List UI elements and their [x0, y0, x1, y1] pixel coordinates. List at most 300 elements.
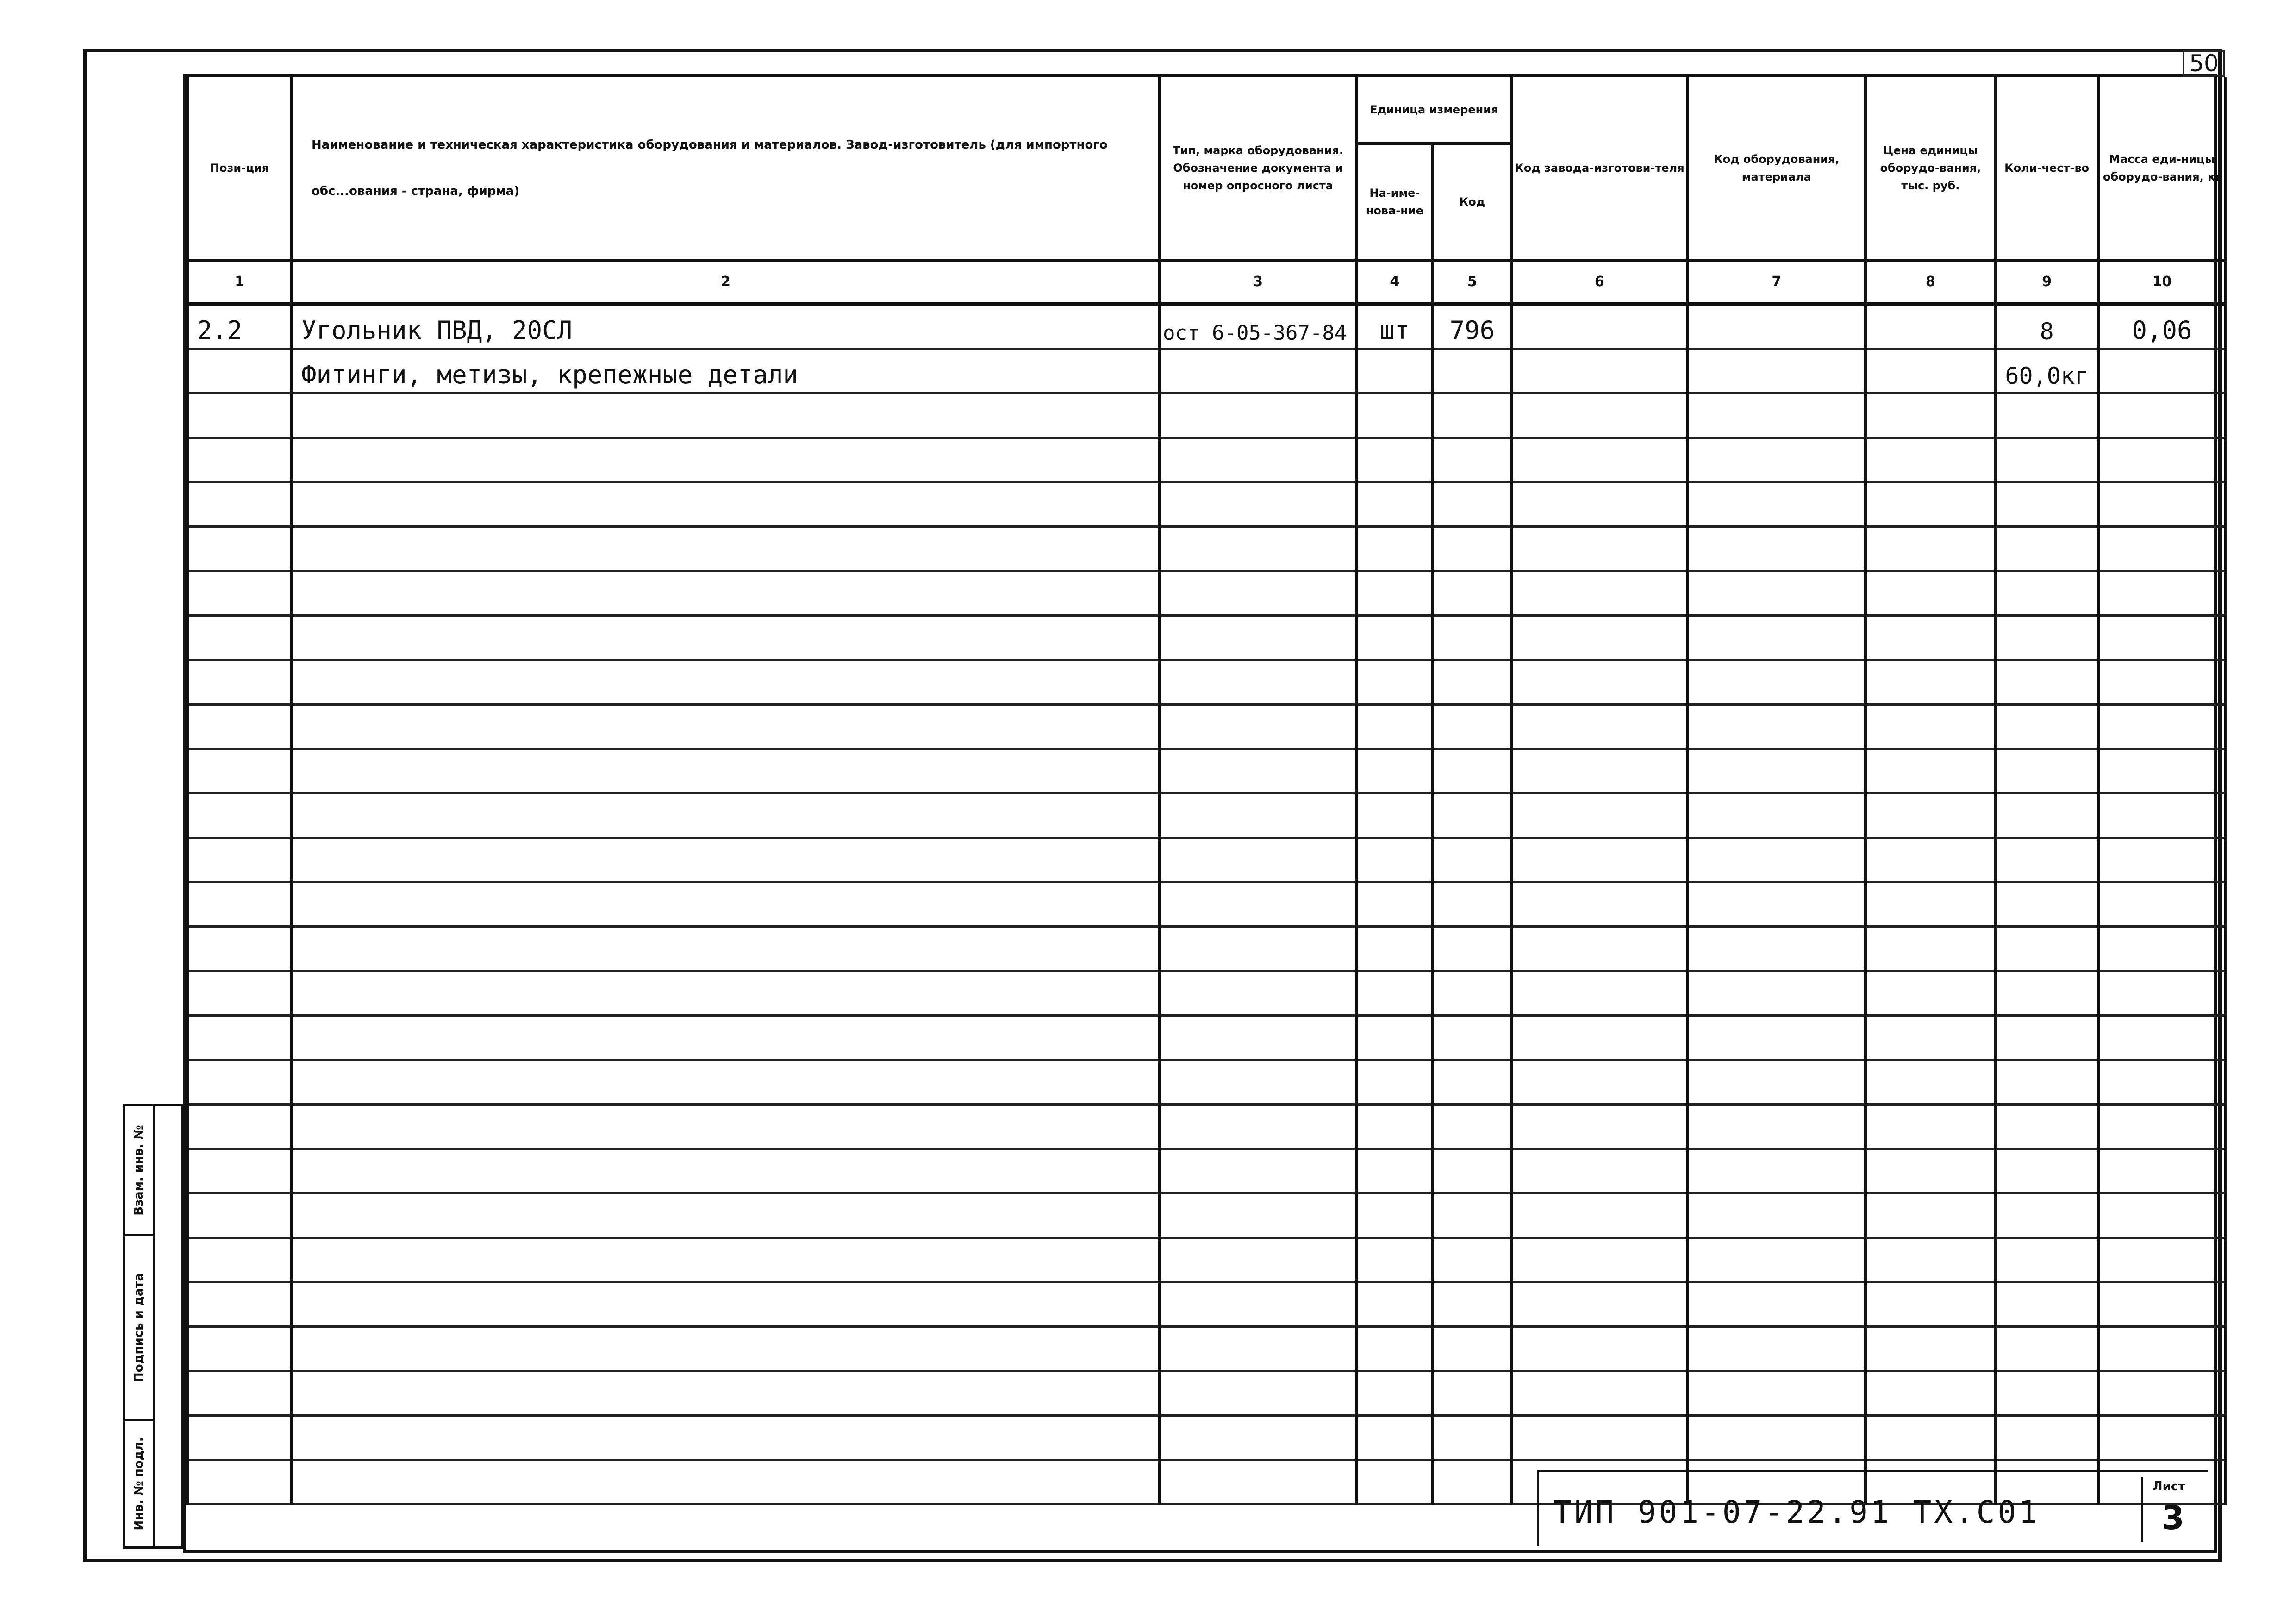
- side-cell-inventory: Инв. № подл.: [132, 1437, 146, 1530]
- empty-cell: [1433, 1060, 1511, 1105]
- empty-cell: [1687, 438, 1866, 482]
- empty-cell: [1995, 438, 2098, 482]
- empty-cell: [292, 749, 1160, 793]
- empty-cell: [1433, 1460, 1511, 1505]
- column-number: 3: [1160, 260, 1356, 304]
- empty-cell: [292, 1060, 1160, 1105]
- empty-cell: [1356, 1460, 1433, 1505]
- empty-cell: [1433, 616, 1511, 660]
- empty-cell: [187, 660, 292, 705]
- empty-cell: [1995, 1371, 2098, 1416]
- empty-cell: [187, 1238, 292, 1282]
- empty-cell: [1511, 482, 1687, 527]
- empty-cell: [1995, 971, 2098, 1016]
- empty-cell: [1995, 1016, 2098, 1060]
- header-price: Цена единицы оборудо-вания, тыс. руб.: [1866, 77, 1995, 260]
- empty-cell: [187, 1105, 292, 1149]
- empty-cell: [292, 1282, 1160, 1327]
- empty-cell: [1511, 1060, 1687, 1105]
- empty-cell: [1433, 1282, 1511, 1327]
- table-row: [187, 438, 2226, 482]
- empty-cell: [187, 394, 292, 438]
- empty-cell: [1356, 1149, 1433, 1193]
- empty-cell: [1160, 882, 1356, 927]
- empty-cell: [1866, 1282, 1995, 1327]
- empty-cell: [1356, 1371, 1433, 1416]
- empty-cell: [1995, 1060, 2098, 1105]
- empty-cell: [1687, 1416, 1866, 1460]
- empty-cell: [187, 1282, 292, 1327]
- empty-cell: [292, 1416, 1160, 1460]
- cell-unit-code: [1433, 349, 1511, 394]
- empty-cell: [1160, 660, 1356, 705]
- table-row: [187, 882, 2226, 927]
- empty-cell: [292, 1193, 1160, 1238]
- empty-cell: [1866, 793, 1995, 838]
- empty-cell: [1866, 1238, 1995, 1282]
- empty-cell: [1160, 927, 1356, 971]
- empty-cell: [187, 705, 292, 749]
- empty-cell: [1511, 793, 1687, 838]
- header-mass: Масса еди-ницы оборудо-вания, кг: [2098, 77, 2226, 260]
- empty-cell: [2098, 1327, 2226, 1371]
- empty-cell: [2098, 438, 2226, 482]
- empty-cell: [2098, 1371, 2226, 1416]
- empty-cell: [1866, 1016, 1995, 1060]
- empty-cell: [1687, 482, 1866, 527]
- empty-cell: [1433, 394, 1511, 438]
- empty-cell: [187, 482, 292, 527]
- empty-cell: [1433, 571, 1511, 616]
- empty-cell: [2098, 394, 2226, 438]
- empty-cell: [1356, 1327, 1433, 1371]
- empty-cell: [1511, 1282, 1687, 1327]
- empty-cell: [1356, 749, 1433, 793]
- empty-cell: [1687, 838, 1866, 882]
- empty-cell: [1687, 660, 1866, 705]
- empty-cell: [292, 793, 1160, 838]
- empty-cell: [1160, 1327, 1356, 1371]
- column-number: 4: [1356, 260, 1433, 304]
- empty-cell: [187, 1460, 292, 1505]
- empty-cell: [1356, 394, 1433, 438]
- empty-cell: [1511, 1327, 1687, 1371]
- header-unit-name: На-име-нова-ние: [1356, 144, 1433, 260]
- cell-equipment-code: [1687, 304, 1866, 349]
- table-row: [187, 1282, 2226, 1327]
- empty-cell: [1866, 1416, 1995, 1460]
- empty-cell: [1160, 527, 1356, 571]
- empty-cell: [1511, 1016, 1687, 1060]
- empty-cell: [2098, 1016, 2226, 1060]
- table-row: [187, 1238, 2226, 1282]
- empty-cell: [1866, 705, 1995, 749]
- empty-cell: [292, 1016, 1160, 1060]
- empty-cell: [1687, 927, 1866, 971]
- column-number: 6: [1511, 260, 1687, 304]
- empty-cell: [1995, 838, 2098, 882]
- empty-cell: [1995, 1416, 2098, 1460]
- empty-cell: [1687, 1371, 1866, 1416]
- empty-cell: [1160, 1060, 1356, 1105]
- cell-unit-code: 796: [1433, 304, 1511, 349]
- empty-cell: [1866, 1327, 1995, 1371]
- cell-mass: [2098, 349, 2226, 394]
- empty-cell: [1356, 527, 1433, 571]
- empty-cell: [1433, 1149, 1511, 1193]
- table-row: [187, 971, 2226, 1016]
- empty-cell: [1995, 1193, 2098, 1238]
- empty-cell: [1356, 927, 1433, 971]
- empty-cell: [1995, 660, 2098, 705]
- sheet-value: 3: [2162, 1499, 2184, 1537]
- empty-cell: [292, 660, 1160, 705]
- empty-cell: [2098, 1238, 2226, 1282]
- empty-cell: [1995, 571, 2098, 616]
- empty-cell: [1356, 1193, 1433, 1238]
- empty-cell: [1995, 482, 2098, 527]
- empty-cell: [2098, 1149, 2226, 1193]
- empty-cell: [1866, 1149, 1995, 1193]
- empty-cell: [292, 394, 1160, 438]
- cell-type: ост 6-05-367-84: [1160, 304, 1356, 349]
- empty-cell: [1511, 527, 1687, 571]
- table-row: [187, 927, 2226, 971]
- empty-cell: [1160, 705, 1356, 749]
- empty-cell: [2098, 971, 2226, 1016]
- cell-mass: 0,06: [2098, 304, 2226, 349]
- empty-cell: [1866, 394, 1995, 438]
- specification-table: [186, 77, 2227, 1505]
- empty-cell: [1160, 1460, 1356, 1505]
- empty-cell: [2098, 882, 2226, 927]
- empty-cell: [1866, 571, 1995, 616]
- empty-cell: [187, 1060, 292, 1105]
- empty-cell: [1511, 1371, 1687, 1416]
- empty-cell: [1866, 527, 1995, 571]
- empty-cell: [1433, 927, 1511, 971]
- empty-cell: [1160, 1416, 1356, 1460]
- cell-equipment-code: [1687, 349, 1866, 394]
- column-number: 9: [1995, 260, 2098, 304]
- empty-cell: [1995, 527, 2098, 571]
- empty-cell: [1433, 705, 1511, 749]
- header-equipment-code: Код оборудования, материала: [1687, 77, 1866, 260]
- empty-cell: [1160, 571, 1356, 616]
- empty-cell: [1995, 1105, 2098, 1149]
- sheet-number: 50: [2183, 50, 2225, 77]
- empty-cell: [292, 1371, 1160, 1416]
- empty-cell: [1866, 660, 1995, 705]
- empty-cell: [187, 1416, 292, 1460]
- empty-cell: [187, 1371, 292, 1416]
- empty-cell: [187, 616, 292, 660]
- column-number: 2: [292, 260, 1160, 304]
- empty-cell: [1866, 616, 1995, 660]
- empty-cell: [1433, 838, 1511, 882]
- empty-cell: [292, 927, 1160, 971]
- empty-cell: [187, 838, 292, 882]
- empty-cell: [292, 1327, 1160, 1371]
- table-row: [187, 304, 2226, 349]
- empty-cell: [1995, 1327, 2098, 1371]
- empty-cell: [1433, 749, 1511, 793]
- table-row: [187, 616, 2226, 660]
- empty-cell: [1356, 482, 1433, 527]
- empty-cell: [1160, 1193, 1356, 1238]
- empty-cell: [1356, 571, 1433, 616]
- empty-cell: [1356, 838, 1433, 882]
- table-row: [187, 705, 2226, 749]
- empty-cell: [1866, 1193, 1995, 1238]
- empty-cell: [1866, 882, 1995, 927]
- empty-cell: [1511, 438, 1687, 482]
- empty-cell: [1511, 1105, 1687, 1149]
- empty-cell: [292, 971, 1160, 1016]
- empty-cell: [1687, 971, 1866, 1016]
- side-cell-replacement: Взам. инв. №: [125, 1106, 153, 1236]
- empty-cell: [1356, 705, 1433, 749]
- empty-cell: [1995, 882, 2098, 927]
- side-strip: [123, 1104, 183, 1549]
- empty-cell: [1160, 482, 1356, 527]
- table-row: [187, 838, 2226, 882]
- empty-cell: [1433, 1193, 1511, 1238]
- empty-cell: [292, 1105, 1160, 1149]
- header-name: Наименование и техническая характеристика оборудования и материалов. Завод-изготовитель (для импортного обс...ования - страна, фирма): [292, 77, 1160, 260]
- cell-quantity: 60,0кг: [1995, 349, 2098, 394]
- table-row: [187, 749, 2226, 793]
- title-block: [1537, 1470, 2208, 1546]
- empty-cell: [1866, 1105, 1995, 1149]
- empty-cell: [1511, 616, 1687, 660]
- empty-cell: [1511, 705, 1687, 749]
- empty-cell: [1687, 1105, 1866, 1149]
- empty-cell: [292, 1149, 1160, 1193]
- empty-cell: [187, 438, 292, 482]
- empty-cell: [2098, 1282, 2226, 1327]
- empty-cell: [1511, 882, 1687, 927]
- empty-cell: [1356, 1016, 1433, 1060]
- empty-cell: [1511, 971, 1687, 1016]
- empty-cell: [187, 927, 292, 971]
- empty-cell: [1687, 793, 1866, 838]
- column-number: 7: [1687, 260, 1866, 304]
- empty-cell: [1433, 438, 1511, 482]
- cell-unit-name: шт: [1356, 304, 1433, 349]
- empty-cell: [1687, 1016, 1866, 1060]
- column-number: 5: [1433, 260, 1511, 304]
- empty-cell: [187, 793, 292, 838]
- header-type: Тип, марка оборудования. Обозначение документа и номер опросного листа: [1160, 77, 1356, 260]
- table-row: [187, 349, 2226, 394]
- cell-type: [1160, 349, 1356, 394]
- table-row: [187, 527, 2226, 571]
- empty-cell: [187, 749, 292, 793]
- table-row: [187, 660, 2226, 705]
- document-code: ТИП 901-07-22.91 ТХ.С01: [1553, 1494, 2040, 1530]
- empty-cell: [1160, 793, 1356, 838]
- empty-cell: [1866, 1060, 1995, 1105]
- empty-cell: [1433, 1371, 1511, 1416]
- table-row: [187, 1016, 2226, 1060]
- empty-cell: [2098, 571, 2226, 616]
- empty-cell: [1511, 927, 1687, 971]
- empty-cell: [187, 1327, 292, 1371]
- empty-cell: [1687, 749, 1866, 793]
- empty-cell: [1995, 394, 2098, 438]
- cell-quantity: 8: [1995, 304, 2098, 349]
- empty-cell: [292, 705, 1160, 749]
- empty-cell: [1687, 882, 1866, 927]
- empty-cell: [1356, 1282, 1433, 1327]
- column-number: 10: [2098, 260, 2226, 304]
- empty-cell: [292, 838, 1160, 882]
- empty-cell: [1356, 1416, 1433, 1460]
- table-row: [187, 482, 2226, 527]
- table-row: [187, 1060, 2226, 1105]
- empty-cell: [1866, 482, 1995, 527]
- empty-cell: [1511, 1416, 1687, 1460]
- table-row: [187, 1149, 2226, 1193]
- side-cell-signature: Подпись и дата: [125, 1236, 153, 1421]
- empty-cell: [1356, 882, 1433, 927]
- header-position: Пози-ция: [187, 77, 292, 260]
- empty-cell: [187, 571, 292, 616]
- empty-cell: [1866, 927, 1995, 971]
- empty-cell: [1995, 1238, 2098, 1282]
- empty-cell: [2098, 705, 2226, 749]
- empty-cell: [292, 882, 1160, 927]
- cell-name: Фитинги, метизы, крепежные детали: [292, 349, 1160, 394]
- empty-cell: [292, 438, 1160, 482]
- empty-cell: [2098, 749, 2226, 793]
- empty-cell: [2098, 660, 2226, 705]
- empty-cell: [1160, 438, 1356, 482]
- empty-cell: [1160, 1282, 1356, 1327]
- header-unit-group: Единица измерения: [1356, 77, 1511, 144]
- empty-cell: [1687, 1238, 1866, 1282]
- empty-cell: [2098, 838, 2226, 882]
- sheet-label: Лист: [2152, 1480, 2185, 1493]
- empty-cell: [1160, 971, 1356, 1016]
- column-number: 8: [1866, 260, 1995, 304]
- header-quantity: Коли-чест-во: [1995, 77, 2098, 260]
- empty-cell: [1866, 438, 1995, 482]
- empty-cell: [1687, 705, 1866, 749]
- empty-cell: [1687, 527, 1866, 571]
- empty-cell: [1433, 1327, 1511, 1371]
- empty-cell: [1866, 749, 1995, 793]
- title-block-sheet: [2141, 1477, 2192, 1542]
- empty-cell: [1511, 1238, 1687, 1282]
- empty-cell: [1687, 1282, 1866, 1327]
- empty-cell: [1356, 971, 1433, 1016]
- empty-cell: [187, 1149, 292, 1193]
- table-row: [187, 394, 2226, 438]
- empty-cell: [1866, 838, 1995, 882]
- empty-cell: [1687, 1327, 1866, 1371]
- empty-cell: [1866, 1371, 1995, 1416]
- header-factory-code: Код завода-изготови-теля: [1511, 77, 1687, 260]
- cell-position: [187, 349, 292, 394]
- empty-cell: [292, 571, 1160, 616]
- empty-cell: [1866, 971, 1995, 1016]
- empty-cell: [187, 527, 292, 571]
- empty-cell: [1356, 1060, 1433, 1105]
- empty-cell: [2098, 927, 2226, 971]
- header-unit-code: Код: [1433, 144, 1511, 260]
- empty-cell: [1511, 1193, 1687, 1238]
- empty-cell: [2098, 793, 2226, 838]
- empty-cell: [1433, 660, 1511, 705]
- empty-cell: [1356, 793, 1433, 838]
- empty-cell: [1687, 1060, 1866, 1105]
- table-row: [187, 1193, 2226, 1238]
- empty-cell: [2098, 527, 2226, 571]
- cell-price: [1866, 304, 1995, 349]
- empty-cell: [1356, 660, 1433, 705]
- empty-cell: [1160, 1238, 1356, 1282]
- empty-cell: [2098, 1193, 2226, 1238]
- table-row: [187, 793, 2226, 838]
- empty-cell: [292, 527, 1160, 571]
- empty-cell: [1995, 927, 2098, 971]
- empty-cell: [292, 1460, 1160, 1505]
- empty-cell: [1160, 1149, 1356, 1193]
- empty-cell: [187, 1193, 292, 1238]
- table-row: [187, 1371, 2226, 1416]
- cell-price: [1866, 349, 1995, 394]
- empty-cell: [1995, 749, 2098, 793]
- empty-cell: [1995, 1149, 2098, 1193]
- empty-cell: [2098, 482, 2226, 527]
- empty-cell: [1511, 749, 1687, 793]
- cell-name: Угольник ПВД, 20СЛ: [292, 304, 1160, 349]
- empty-cell: [1511, 838, 1687, 882]
- empty-cell: [2098, 1060, 2226, 1105]
- empty-cell: [1433, 482, 1511, 527]
- empty-cell: [292, 482, 1160, 527]
- empty-cell: [1160, 749, 1356, 793]
- table-row: [187, 571, 2226, 616]
- empty-cell: [1687, 1193, 1866, 1238]
- empty-cell: [1160, 616, 1356, 660]
- empty-cell: [1511, 660, 1687, 705]
- empty-cell: [1687, 394, 1866, 438]
- empty-cell: [1433, 527, 1511, 571]
- cell-unit-name: [1356, 349, 1433, 394]
- empty-cell: [1160, 394, 1356, 438]
- empty-cell: [1511, 1149, 1687, 1193]
- table-row: [187, 1327, 2226, 1371]
- empty-cell: [2098, 1416, 2226, 1460]
- empty-cell: [1356, 616, 1433, 660]
- empty-cell: [1433, 971, 1511, 1016]
- empty-cell: [2098, 616, 2226, 660]
- empty-cell: [187, 1016, 292, 1060]
- empty-cell: [1687, 571, 1866, 616]
- table-row: [187, 1416, 2226, 1460]
- empty-cell: [292, 616, 1160, 660]
- empty-cell: [1356, 1238, 1433, 1282]
- column-number: 1: [187, 260, 292, 304]
- cell-factory-code: [1511, 304, 1687, 349]
- empty-cell: [1160, 838, 1356, 882]
- empty-cell: [1356, 438, 1433, 482]
- empty-cell: [1511, 571, 1687, 616]
- empty-cell: [187, 971, 292, 1016]
